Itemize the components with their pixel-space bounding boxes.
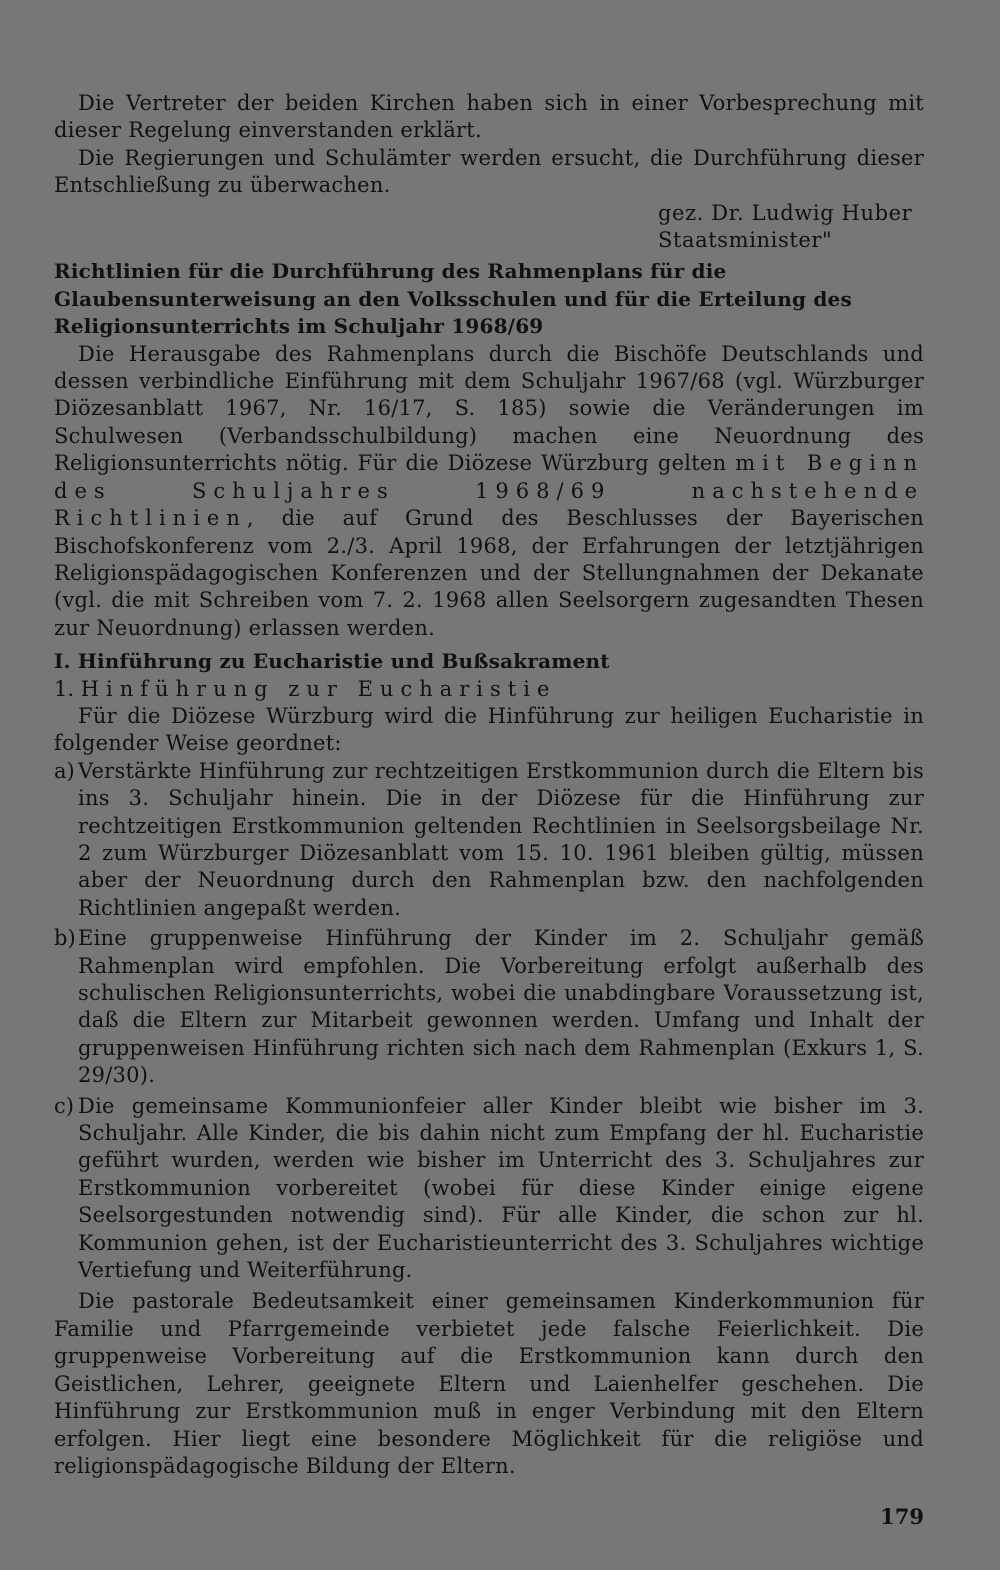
section-1-heading: I. Hinführung zu Eucharistie und Bußsakrament — [54, 649, 610, 674]
guidelines-paragraph — [54, 341, 924, 642]
subsection-number: 1. — [54, 676, 81, 701]
section-1-intro: Für die Diözese Würzburg wird die Hinführung zur heiligen Eucharistie in folgender Weise geordnet: — [54, 703, 924, 756]
page-number: 179 — [880, 1504, 924, 1529]
signature-title: Staatsminister" — [658, 228, 833, 253]
subsection-title: Hinführung zur Eucharistie — [80, 676, 557, 701]
guidelines-heading: Richtlinien für die Durchführung des Rahmenplans für die Glaubensunterweisung an den Volksschulen und für die Erteilung des Religionsunterrichts im Schuljahr 1968/69 — [54, 259, 852, 339]
guidelines-text-end: , die auf Grund des Beschlusses der Bayerischen Bischofskonferenz vom 2./3. April 1968, der Erfahrungen der letztjährigen Religionspädagogischen Konferenzen und der Stellungnahmen der Dekanate (vgl. die mit Schreiben vom 7. 2. 1968 allen Seelsorgern zugesandten Thesen zur Neuordnung) erlassen werden. — [54, 506, 924, 640]
guidelines-spaced-emphasis: mit Beginn des Schuljahres 1968/69 nachstehende Richtlinien — [54, 451, 924, 531]
intro-paragraph-1: Die Vertreter der beiden Kirchen haben sich in einer Vorbesprechung mit dieser Regelung einverstanden erklärt. — [54, 91, 924, 143]
list-item — [54, 1093, 924, 1285]
list-item — [54, 925, 924, 1089]
signature-name: gez. Dr. Ludwig Huber — [658, 200, 913, 225]
list-item-label: c) — [54, 1093, 74, 1118]
subsection-1-heading — [54, 676, 924, 703]
list-item — [54, 758, 924, 922]
closing-paragraph: Die pastorale Bedeutsamkeit einer gemeinsamen Kinderkommunion für Familie und Pfarrgemeinde verbietet jede falsche Feierlichkeit. Die gruppenweise Vorbereitung auf die Erstkommunion kann durch den Geistlichen, Lehrer, geeignete Eltern und Laienhelfer geschehen. Die Hinführung zur Erstkommunion muß in enger Verbindung mit den Eltern erfolgen. Hier liegt eine besondere Möglichkeit für die religiöse und religionspädagogische Bildung der Eltern. — [54, 1289, 924, 1478]
intro-paragraph-2: Die Regierungen und Schulämter werden ersucht, die Durchführung dieser Entschließung zu überwachen. — [54, 145, 924, 198]
list-item-label: b) — [54, 926, 76, 951]
list-item-text: Die gemeinsame Kommunionfeier aller Kinder bleibt wie bisher im 3. Schuljahr. Alle Kinder, die bis dahin nicht zum Empfang der hl. Eucharistie geführt wurden, werden wie bisher im Unterricht des 3. Schuljahres zur Erstkommunion vorbereitet (wobei für diese Kinder einige eigene Seelsorgestunden notwendig sind). Für alle Kinder, die schon zur hl. Kommunion gehen, ist der Eucharistieunterricht des 3. Schuljahres wichtige Vertiefung und Weiterführung. — [78, 1093, 924, 1283]
list-item-text: Eine gruppenweise Hinführung der Kinder im 2. Schuljahr gemäß Rahmenplan wird empfohlen. Die Vorbereitung erfolgt außerhalb des schulischen Religionsunterrichts, wobei die unabdingbare Voraussetzung ist, daß die Eltern zur Mitarbeit gewonnen werden. Umfang und Inhalt der gruppenweisen Hinführung richten sich nach dem Rahmenplan (Exkurs 1, S. 29/30). — [78, 926, 924, 1088]
list-item-label: a) — [54, 758, 75, 783]
guidelines-text-start: Die Herausgabe des Rahmenplans durch die Bischöfe Deutschlands und dessen verbindliche Einführung mit dem Schuljahr 1967/68 (vgl. Würzburger Diözesanblatt 1967, Nr. 16/17, S. 185) sowie die Veränderungen im Schulwesen (Verbandsschulbildung) machen eine Neuordnung des Religionsunterrichts nötig. Für die Diözese Würzburg gelten — [54, 341, 924, 476]
list-item-text: Verstärkte Hinführung zur rechtzeitigen Erstkommunion durch die Eltern bis ins 3. Schuljahr hinein. Die in der Diözese für die Hinführung zur rechtzeitigen Erstkommunion geltenden Rechtlinien in Seelsorgsbeilage Nr. 2 zum Würzburger Diözesanblatt vom 15. 10. 1961 bleiben gültig, müssen aber der Neuordnung durch den Rahmenplan bzw. den nachfolgenden Richtlinien angepaßt werden. — [78, 758, 924, 920]
